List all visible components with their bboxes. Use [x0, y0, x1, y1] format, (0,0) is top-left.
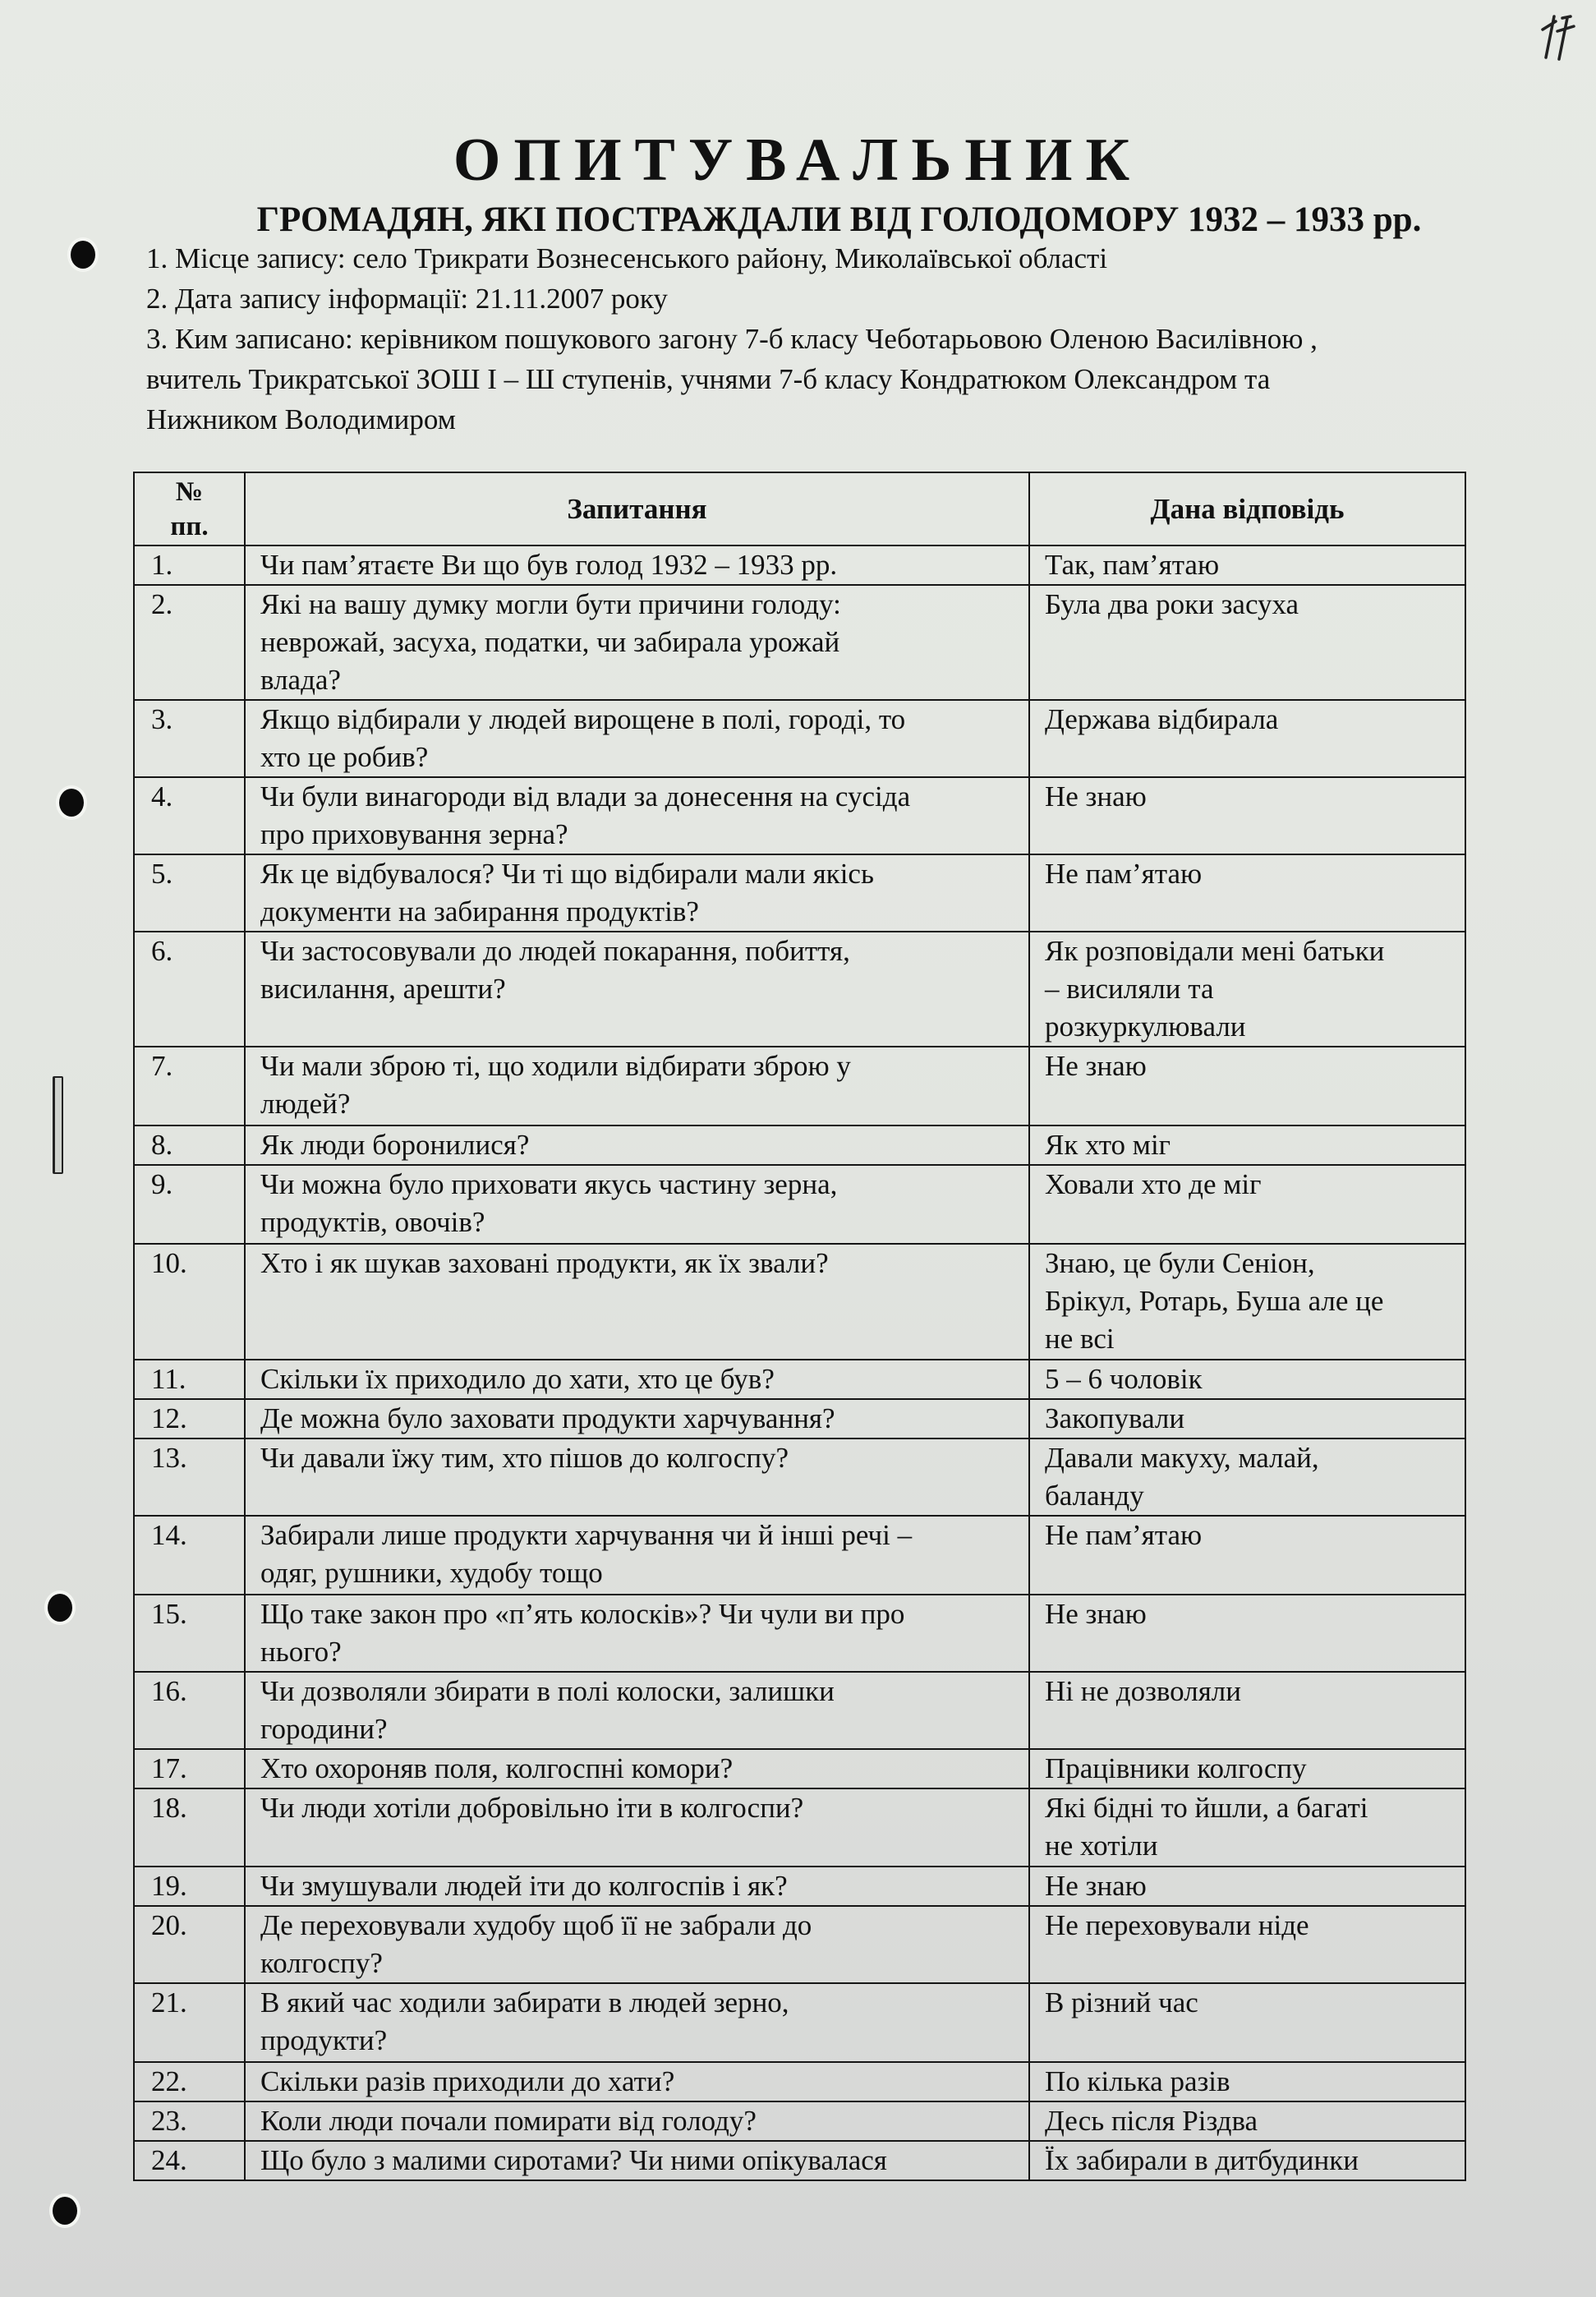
- answer-text: Так, пам’ятаю: [1045, 549, 1220, 581]
- table-row: [134, 585, 1465, 700]
- question-cell: [245, 2141, 1029, 2180]
- table-row: [134, 1516, 1465, 1595]
- punch-hole: [59, 789, 84, 817]
- question-text: висилання, арешти?: [260, 973, 506, 1005]
- header-answer: Дана відповідь: [1029, 472, 1465, 545]
- question-cell: [245, 1516, 1029, 1595]
- question-cell: [245, 1906, 1029, 1983]
- question-text: колгоспу?: [260, 1947, 383, 1979]
- questionnaire-table: [133, 472, 1466, 2181]
- table-row: [134, 1244, 1465, 1360]
- question-cell: [245, 1749, 1029, 1788]
- question-cell: [245, 1125, 1029, 1165]
- question-text: В який час ходили забирати в людей зерно,: [260, 1986, 789, 2019]
- answer-text: Давали макуху, малай,: [1045, 1442, 1319, 1474]
- answer-cell: [1029, 1360, 1465, 1399]
- answer-cell: [1029, 854, 1465, 932]
- table-row: [134, 2062, 1465, 2101]
- table-row: [134, 700, 1465, 777]
- answer-cell: [1029, 1244, 1465, 1360]
- question-text: Що таке закон про «п’ять колосків»? Чи чули ви про: [260, 1598, 905, 1630]
- question-text: Забирали лише продукти харчування чи й інші речі –: [260, 1519, 913, 1551]
- question-text: Скільки їх приходило до хати, хто це був?: [260, 1363, 775, 1395]
- question-text: Чи можна було приховати якусь частину зерна,: [260, 1168, 838, 1200]
- record-place: 1. Місце запису: село Трикрати Вознесенського району, Миколаївської області: [146, 242, 1108, 274]
- table-row: [134, 1595, 1465, 1672]
- row-number: 18.: [134, 1788, 245, 1867]
- answer-cell: [1029, 545, 1465, 585]
- answer-cell: [1029, 1983, 1465, 2062]
- table-row: [134, 1906, 1465, 1983]
- row-number: 12.: [134, 1399, 245, 1439]
- question-text: влада?: [260, 664, 341, 696]
- answer-text: Ні не дозволяли: [1045, 1675, 1241, 1707]
- header-number-abbrev: пп.: [170, 511, 209, 541]
- question-cell: [245, 1788, 1029, 1867]
- question-text: Коли люди почали помирати від голоду?: [260, 2105, 757, 2137]
- question-cell: [245, 1439, 1029, 1516]
- answer-text: Не знаю: [1045, 1598, 1147, 1630]
- table-row: [134, 2141, 1465, 2180]
- row-number: 6.: [134, 932, 245, 1047]
- question-text: нього?: [260, 1636, 342, 1668]
- answer-cell: [1029, 2101, 1465, 2141]
- answer-text: Як розповідали мені батьки: [1045, 935, 1385, 967]
- question-text: Чи пам’ятаєте Ви що був голод 1932 – 1933 рр.: [260, 549, 838, 581]
- question-text: городини?: [260, 1713, 388, 1745]
- question-cell: [245, 777, 1029, 854]
- record-info: [146, 238, 1493, 440]
- header-question: Запитання: [245, 472, 1029, 545]
- table-row: [134, 1360, 1465, 1399]
- table-row: [134, 1047, 1465, 1125]
- header-number: [134, 472, 245, 545]
- table-row: [134, 1749, 1465, 1788]
- punch-hole: [53, 2197, 77, 2225]
- question-text: Хто охороняв поля, колгоспні комори?: [260, 1752, 734, 1784]
- answer-text: Не переховували ніде: [1045, 1909, 1309, 1941]
- question-cell: [245, 1595, 1029, 1672]
- handwritten-page-number: [1534, 12, 1584, 61]
- question-text: Чи дозволяли збирати в полі колоски, залишки: [260, 1675, 835, 1707]
- question-text: Якщо відбирали у людей вирощене в полі, городі, то: [260, 703, 906, 735]
- punch-hole: [71, 241, 95, 269]
- question-cell: [245, 585, 1029, 700]
- answer-cell: [1029, 2141, 1465, 2180]
- punch-hole: [48, 1594, 72, 1622]
- row-number: 2.: [134, 585, 245, 700]
- answer-text: Не пам’ятаю: [1045, 858, 1203, 890]
- table-row: [134, 1867, 1465, 1906]
- answer-cell: [1029, 1867, 1465, 1906]
- question-text: людей?: [260, 1088, 351, 1120]
- row-number: 9.: [134, 1165, 245, 1244]
- answer-text: По кілька разів: [1045, 2065, 1230, 2097]
- table-row: [134, 1399, 1465, 1439]
- question-cell: [245, 932, 1029, 1047]
- answer-cell: [1029, 1047, 1465, 1125]
- question-text: хто це робив?: [260, 741, 429, 773]
- question-text: неврожай, засуха, податки, чи забирала урожай: [260, 626, 840, 658]
- answer-cell: [1029, 777, 1465, 854]
- question-cell: [245, 854, 1029, 932]
- answer-text: Закопували: [1045, 1402, 1185, 1434]
- row-number: 23.: [134, 2101, 245, 2141]
- table-row: [134, 854, 1465, 932]
- question-text: Як це відбувалося? Чи ті що відбирали мали якісь: [260, 858, 874, 890]
- answer-cell: [1029, 585, 1465, 700]
- row-number: 1.: [134, 545, 245, 585]
- table-header-row: [134, 472, 1465, 545]
- answer-text: Як хто міг: [1045, 1129, 1171, 1161]
- answer-cell: [1029, 1595, 1465, 1672]
- answer-text: Знаю, це були Сеніон,: [1045, 1247, 1315, 1279]
- answer-cell: [1029, 1788, 1465, 1867]
- row-number: 17.: [134, 1749, 245, 1788]
- table-row: [134, 1165, 1465, 1244]
- question-cell: [245, 1047, 1029, 1125]
- question-text: Скільки разів приходили до хати?: [260, 2065, 675, 2097]
- table-row: [134, 1983, 1465, 2062]
- table-row: [134, 1125, 1465, 1165]
- question-cell: [245, 2101, 1029, 2141]
- question-text: Чи застосовували до людей покарання, побиття,: [260, 935, 850, 967]
- answer-cell: [1029, 1516, 1465, 1595]
- recorded-by-line: 3. Ким записано: керівником пошукового загону 7-б класу Чеботарьовою Оленою Василівною ,: [146, 323, 1318, 355]
- answer-text: Працівники колгоспу: [1045, 1752, 1307, 1784]
- row-number: 11.: [134, 1360, 245, 1399]
- row-number: 16.: [134, 1672, 245, 1749]
- row-number: 22.: [134, 2062, 245, 2101]
- answer-cell: [1029, 932, 1465, 1047]
- question-cell: [245, 700, 1029, 777]
- question-text: Чи давали їжу тим, хто пішов до колгоспу?: [260, 1442, 789, 1474]
- question-cell: [245, 1360, 1029, 1399]
- table-row: [134, 777, 1465, 854]
- answer-cell: [1029, 1439, 1465, 1516]
- question-text: про приховування зерна?: [260, 818, 568, 850]
- row-number: 3.: [134, 700, 245, 777]
- answer-text: не хотіли: [1045, 1830, 1158, 1862]
- question-cell: [245, 1672, 1029, 1749]
- question-text: Де переховували худобу щоб її не забрали до: [260, 1909, 812, 1941]
- question-text: Чи мали зброю ті, що ходили відбирати зброю у: [260, 1050, 851, 1082]
- question-text: Хто і як шукав заховані продукти, як їх звали?: [260, 1247, 829, 1279]
- question-text: Чи змушували людей іти до колгоспів і як?: [260, 1870, 788, 1902]
- answer-cell: [1029, 1749, 1465, 1788]
- table-row: [134, 1439, 1465, 1516]
- answer-text: Які бідні то йшли, а багаті: [1045, 1792, 1368, 1824]
- row-number: 7.: [134, 1047, 245, 1125]
- answer-cell: [1029, 1906, 1465, 1983]
- answer-text: Не знаю: [1045, 1050, 1147, 1082]
- answer-cell: [1029, 1125, 1465, 1165]
- answer-text: Їх забирали в дитбудинки: [1045, 2144, 1359, 2176]
- answer-text: розкуркулювали: [1045, 1010, 1246, 1043]
- answer-text: – висиляли та: [1045, 973, 1214, 1005]
- document-title: ОПИТУВАЛЬНИК: [453, 127, 1143, 194]
- table-row: [134, 932, 1465, 1047]
- staple-mark: [53, 1076, 63, 1174]
- answer-text: Була два роки засуха: [1045, 588, 1299, 620]
- question-cell: [245, 1244, 1029, 1360]
- answer-text: баланду: [1045, 1480, 1144, 1512]
- document-subtitle: ГРОМАДЯН, ЯКІ ПОСТРАЖДАЛИ ВІД ГОЛОДОМОРУ 1932 – 1933 рр.: [256, 200, 1422, 239]
- question-cell: [245, 1867, 1029, 1906]
- answer-text: 5 – 6 чоловік: [1045, 1363, 1203, 1395]
- question-cell: [245, 1165, 1029, 1244]
- question-text: одяг, рушники, худобу тощо: [260, 1557, 603, 1589]
- answer-text: Десь після Різдва: [1045, 2105, 1258, 2137]
- question-cell: [245, 2062, 1029, 2101]
- question-text: Як люди боронилися?: [260, 1129, 530, 1161]
- question-cell: [245, 1399, 1029, 1439]
- row-number: 24.: [134, 2141, 245, 2180]
- question-text: Чи люди хотіли добровільно іти в колгоспи?: [260, 1792, 804, 1824]
- row-number: 20.: [134, 1906, 245, 1983]
- row-number: 4.: [134, 777, 245, 854]
- table-row: [134, 1672, 1465, 1749]
- table-body: [134, 545, 1465, 2180]
- answer-text: Не знаю: [1045, 780, 1147, 812]
- recorded-by-line: Нижником Володимиром: [146, 403, 456, 435]
- row-number: 13.: [134, 1439, 245, 1516]
- answer-text: Не знаю: [1045, 1870, 1147, 1902]
- row-number: 21.: [134, 1983, 245, 2062]
- row-number: 14.: [134, 1516, 245, 1595]
- row-number: 19.: [134, 1867, 245, 1906]
- question-text: документи на забирання продуктів?: [260, 895, 699, 928]
- recorded-by-line: вчитель Трикратської ЗОШ І – Ш ступенів, учнями 7-б класу Кондратюком Олександром та: [146, 363, 1271, 395]
- answer-text: Не пам’ятаю: [1045, 1519, 1203, 1551]
- question-text: продукти?: [260, 2024, 388, 2056]
- answer-cell: [1029, 1165, 1465, 1244]
- table-row: [134, 1788, 1465, 1867]
- answer-text: Держава відбирала: [1045, 703, 1279, 735]
- table-row: [134, 545, 1465, 585]
- answer-text: не всі: [1045, 1323, 1115, 1355]
- answer-text: Ховали хто де міг: [1045, 1168, 1262, 1200]
- question-text: Що було з малими сиротами? Чи ними опікувалася: [260, 2144, 887, 2176]
- question-cell: [245, 1983, 1029, 2062]
- record-date: 2. Дата запису інформації: 21.11.2007 року: [146, 283, 668, 315]
- answer-cell: [1029, 1672, 1465, 1749]
- question-cell: [245, 545, 1029, 585]
- answer-text: Брікул, Ротарь, Буша але це: [1045, 1285, 1384, 1317]
- answer-cell: [1029, 700, 1465, 777]
- row-number: 10.: [134, 1244, 245, 1360]
- row-number: 5.: [134, 854, 245, 932]
- table-row: [134, 2101, 1465, 2141]
- row-number: 8.: [134, 1125, 245, 1165]
- question-text: Які на вашу думку могли бути причини голоду:: [260, 588, 841, 620]
- question-text: Де можна було заховати продукти харчування?: [260, 1402, 835, 1434]
- answer-cell: [1029, 1399, 1465, 1439]
- header-number-symbol: №: [175, 476, 204, 507]
- question-text: Чи були винагороди від влади за донесення на сусіда: [260, 780, 911, 812]
- question-text: продуктів, овочів?: [260, 1206, 485, 1238]
- row-number: 15.: [134, 1595, 245, 1672]
- answer-text: В різний час: [1045, 1986, 1198, 2019]
- answer-cell: [1029, 2062, 1465, 2101]
